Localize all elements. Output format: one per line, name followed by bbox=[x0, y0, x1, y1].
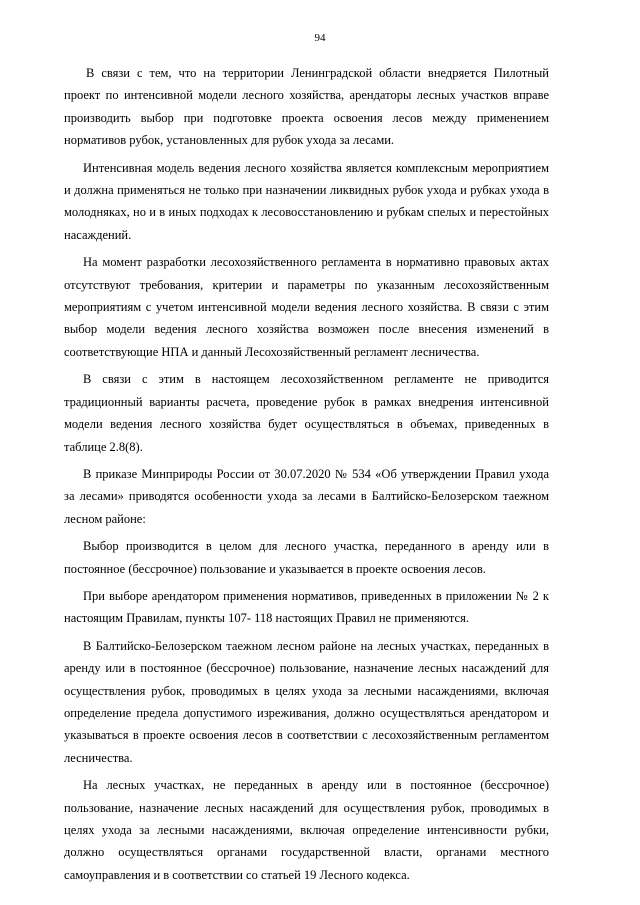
paragraph-order-reference: В приказе Минприроды России от 30.07.2020 № 534 «Об утверждении Правил ухода за лесами» приводятся особенности ухода за лесами в Балтийско-Белозерском таежном лесном районе: bbox=[64, 466, 549, 526]
paragraph-appendix-norms: При выборе арендатором применения нормативов, приведенных в приложении № 2 к настоящим Правилам, пункты 107- 118 настоящих Правил не применяются. bbox=[64, 588, 549, 626]
paragraph-calculation-note: В связи с этим в настоящем лесохозяйственном регламенте не приводится традиционный варианты расчета, проведение рубок в рамках внедрения интенсивной модели ведения лесного хозяйства будет осуществляться в объемах, приведенных в таблице 2.8(8). bbox=[64, 372, 549, 454]
paragraph-leased-plots: В Балтийско-Белозерском таежном лесном районе на лесных участках, переданных в аренду или в постоянное (бессрочное) пользование, назначение лесных насаждений для осуществления рубок, проводимых в целях ухода за лесными насаждениями, включая определение предела допустимого изреживания, должно осуществляться арендатором и указываться в проекте освоения лесов в соответствии с лесохозяйственным регламентом лесничества. bbox=[64, 638, 549, 765]
paragraph-selection: Выбор производится в целом для лесного участка, переданного в аренду или в постоянное (бессрочное) пользование и указывается в проекте освоения лесов. bbox=[64, 539, 549, 576]
paragraph-regulation-status: На момент разработки лесохозяйственного регламента в нормативно правовых актах отсутствуют требования, критерии и параметры по указанным лесохозяйственным мероприятиям с учетом интенсивной модели ведения лесного хозяйства. В связи с этим выбор модели ведения лесного хозяйства возможен после внесения изменений в соответствующие НПА и данный Лесохозяйственный регламент лесничества. bbox=[64, 255, 549, 359]
paragraph-pilot-project: В связи с тем, что на территории Ленинградской области внедряется Пилотный проект по интенсивной модели лесного хозяйства, арендаторы лесных участков вправе производить выбор при подготовке проекта освоения лесов между применением нормативов рубок, установленных для рубок ухода за лесами. bbox=[64, 66, 549, 148]
document-body bbox=[64, 62, 549, 891]
paragraph-non-leased-plots: На лесных участках, не переданных в аренду или в постоянное (бессрочное) пользование, назначение лесных насаждений для осуществления рубок, проводимых в целях ухода за лесными насаждениями, включая определение интенсивности рубки, должно осуществляться органами государственной власти, органами местного самоуправления и в соответствии со статьей 19 Лесного кодекса. bbox=[64, 778, 549, 882]
page-number: 94 bbox=[314, 32, 326, 44]
paragraph-intensive-model: Интенсивная модель ведения лесного хозяйства является комплексным мероприятием и должна применяться не только при назначении ликвидных рубок ухода и рубках ухода в молодняках, но и в иных подходах к лесовосстановлению и рубкам спелых и перестойных насаждений. bbox=[64, 160, 549, 242]
